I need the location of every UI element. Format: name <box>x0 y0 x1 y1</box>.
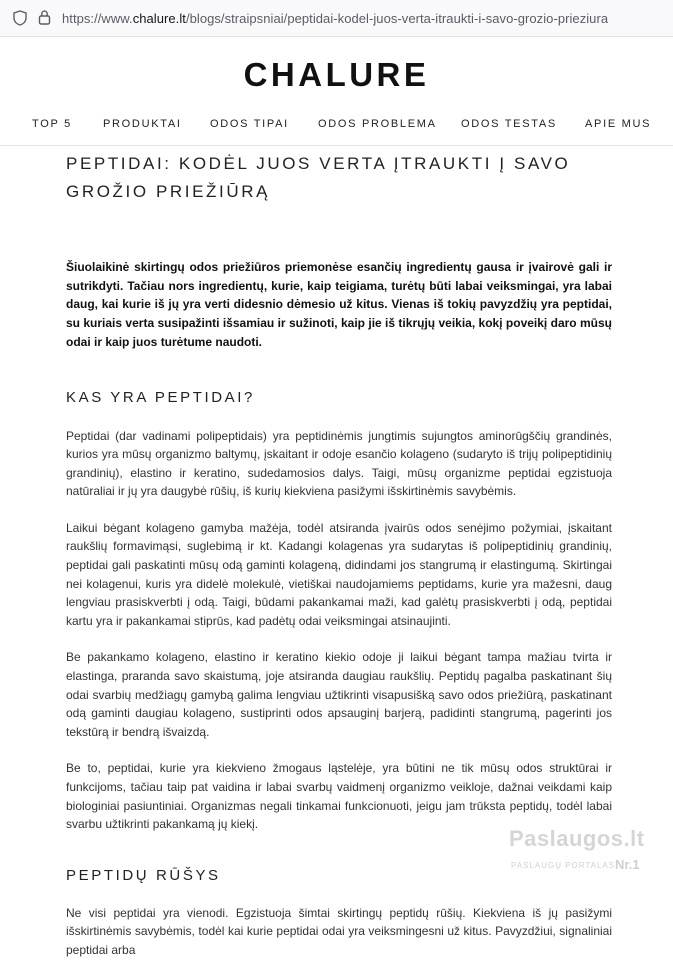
url-host: chalure.lt <box>132 11 186 26</box>
paragraph-5: Ne visi peptidai yra vienodi. Egzistuoja šimtai skirtingų peptidų rūšių. Kiekviena iš jų pasižymi išskirtinėmis savybėmis, todėl kai kurie peptidai odai yra veiksmingesni už kitus. Pavyzdžiui, signaliniai peptidai arba <box>66 905 612 957</box>
section-heading-peptide-types: PEPTIDŲ RŪŠYS <box>66 866 221 884</box>
article-lead: Šiuolaikinė skirtingų odos priežiūros priemonėse esančių ingredientų gausa ir įvairovė gali ir sutrikdyti. Tačiau nors ingredientų, kurie, kaip teigiama, turėtų būti labai veiksmingai, yra labai daug, kai kurie iš jų yra verti didesnio dėmesio už kitus. Vienas iš tokių pavyzdžių yra peptidai, su kuriais verta susipažinti išsamiau ir sužinoti, kaip jie iš tikrųjų veikia, kokį poveikį daro mūsų odai ir kaip juos turėtume naudoti. <box>66 260 612 349</box>
nav-item-top5[interactable]: TOP 5 <box>32 118 72 130</box>
header-divider <box>0 145 673 146</box>
nav-item-odos-problema[interactable]: ODOS PROBLEMA <box>318 118 437 130</box>
url-text[interactable] <box>62 11 608 26</box>
watermark-tagline: PASLAUGŲ PORTALAS <box>511 861 616 870</box>
watermark-name: Paslaugos.lt <box>509 826 645 851</box>
paragraph-3: Be pakankamo kolageno, elastino ir keratino kiekio odoje ji laikui bėgant tampa mažiau tvirta ir elastinga, praranda savo skaistumą, joje atsiranda daugiau raukšlių. Peptidų pagalba paskatinant šių odai svarbių medžiagų gamybą galima lengviau užtikrinti visapusišką savo odos priežiūrą, paskatinant odą gaminti daugiau kolageno, sustiprinti odos apsauginį barjerą, padidinti stangrumą, pagerinti jos tekstūrą ir bendrą išvaizdą. <box>66 650 612 739</box>
article-title-line1: PEPTIDAI: KODĖL JUOS VERTA ĮTRAUKTI Į SAVO <box>66 154 571 173</box>
lock-icon[interactable] <box>38 9 51 25</box>
watermark-badge <box>505 826 651 882</box>
shield-icon[interactable] <box>13 10 27 26</box>
nav-item-odos-tipai[interactable]: ODOS TIPAI <box>210 118 289 130</box>
nav-item-produktai[interactable]: PRODUKTAI <box>103 118 182 130</box>
nav-item-apie-mus[interactable]: APIE MUS <box>585 118 652 130</box>
section-heading-what-are-peptides: KAS YRA PEPTIDAI? <box>66 388 255 406</box>
url-prefix: https://www. <box>62 11 133 26</box>
article-title <box>66 150 612 206</box>
nav-item-odos-testas[interactable]: ODOS TESTAS <box>461 118 557 130</box>
paragraph-1: Peptidai (dar vadinami polipeptidais) yra peptidinėmis jungtimis sujungtos aminorūgščių grandinės, kurios yra mūsų organizmo baltymų, įskaitant ir odoje esančio kolageno (sudaryto iš trijų polipeptidinių grandinių), elastino ir keratino, sudedamosios dalys. Taigi, mūsų organizme peptidai egzistuoja natūraliai ir jų yra daugybė rūšių, iš kurių kiekviena pasižymi išskirtinėmis savybėmis. <box>66 428 612 499</box>
main-nav <box>0 118 673 132</box>
watermark-rank: Nr.1 <box>615 857 640 872</box>
paragraph-2: Laikui bėgant kolageno gamyba mažėja, todėl atsiranda įvairūs odos senėjimo požymiai, įskaitant raukšlių formavimąsi, suglebimą ir kt. Kadangi kolagenas yra sudarytas iš polipeptidinių grandinių, peptidai gali paskatinti mūsų odą gaminti kolageną, didindami jos stangrumą ir elastingumą. Skirtingai nei kolagenui, kuris yra didelė molekulė, vietiškai naudojamiems peptidams, kurie yra mažesni, daug lengviau prasiskverbti į odą. Taigi, būdami pakankamai maži, kad galėtų prasiskverbti į odą, peptidai kartu yra ir pakankamai stiprūs, kad padėtų odai veiksmingai atsinaujinti. <box>66 520 612 628</box>
address-bar[interactable] <box>0 0 673 37</box>
site-logo[interactable]: CHALURE <box>243 56 430 93</box>
url-path: /blogs/straipsniai/peptidai-kodel-juos-verta-itraukti-i-savo-grozio-prieziura <box>185 11 609 26</box>
article-title-line2: GROŽIO PRIEŽIŪRĄ <box>66 182 271 201</box>
paragraph-4: Be to, peptidai, kurie yra kiekvieno žmogaus ląstelėje, yra būtini ne tik mūsų odos struktūrai ir funkcijoms, tačiau taip pat vaidina ir labai svarbų vaidmenį organizmo veikloje, dažnai veikdami kaip biologiniai pasiuntiniai. Organizmas negali tinkamai funkcionuoti, jeigu jam trūksta peptidų, todėl labai svarbu užtikrinti pakankamą jų kiekį. <box>66 761 612 832</box>
